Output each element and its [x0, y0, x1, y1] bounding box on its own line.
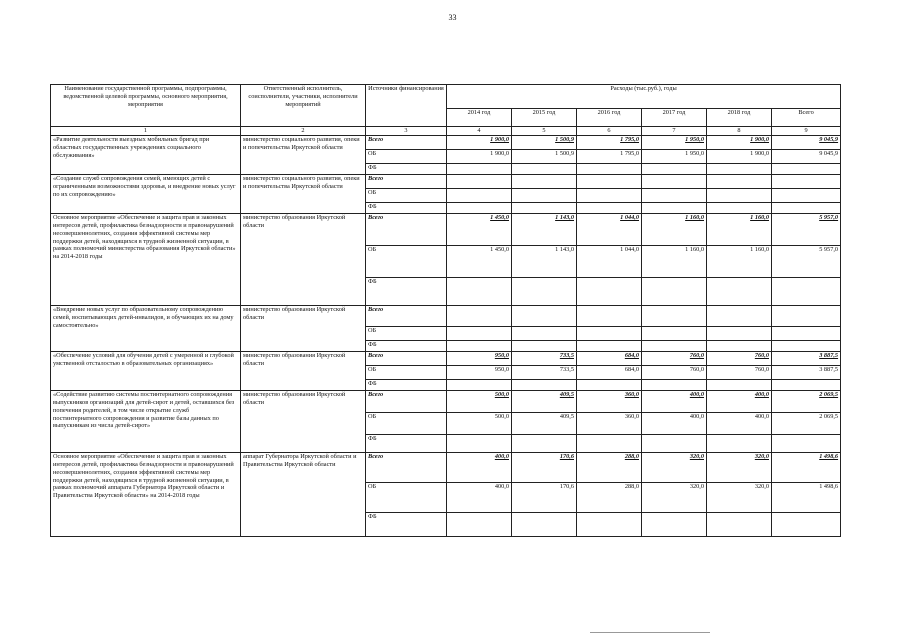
column-number: 8 [707, 127, 772, 136]
value-year [447, 278, 512, 306]
header-year: 2018 год [707, 109, 772, 127]
value-year: 760,0 [642, 366, 707, 380]
value-year: 950,0 [447, 352, 512, 366]
header-year: 2014 год [447, 109, 512, 127]
table-row [51, 175, 841, 189]
header-year: 2015 год [512, 109, 577, 127]
value-year: 733,5 [512, 366, 577, 380]
value-year [577, 435, 642, 453]
funding-source: ФБ [366, 380, 447, 391]
value-year: 320,0 [642, 483, 707, 513]
value-year [642, 435, 707, 453]
funding-source: Всего [366, 453, 447, 483]
funding-source: ФБ [366, 435, 447, 453]
value-year [447, 306, 512, 327]
value-year: 1 160,0 [642, 214, 707, 246]
expenses-table [50, 84, 841, 537]
value-year [642, 306, 707, 327]
value-year [577, 380, 642, 391]
value-total: 1 498,6 [772, 483, 841, 513]
value-year: 1 160,0 [707, 246, 772, 278]
funding-source: ОБ [366, 483, 447, 513]
funding-source: ФБ [366, 278, 447, 306]
value-year: 320,0 [707, 483, 772, 513]
value-year: 1 900,0 [707, 136, 772, 150]
funding-source: Всего [366, 306, 447, 327]
value-year: 1 500,9 [512, 150, 577, 164]
bottom-rule [590, 632, 710, 633]
value-year: 760,0 [707, 352, 772, 366]
value-year [577, 175, 642, 189]
value-year: 400,0 [707, 391, 772, 413]
value-year [577, 341, 642, 352]
value-year: 760,0 [707, 366, 772, 380]
value-year: 360,0 [577, 391, 642, 413]
table-row [51, 136, 841, 150]
measure-name: «Развитие деятельности выездных мобильных бригад при областных государственных учреждениях социального обслуживания» [51, 136, 241, 175]
responsible-executor: министерство образования Иркутской области [241, 214, 366, 306]
value-year: 409,5 [512, 413, 577, 435]
value-year [642, 278, 707, 306]
value-year [447, 175, 512, 189]
value-year [642, 380, 707, 391]
value-total: 2 069,5 [772, 413, 841, 435]
value-year [577, 278, 642, 306]
value-year [447, 513, 512, 537]
value-total [772, 203, 841, 214]
value-year [707, 189, 772, 203]
value-year: 500,0 [447, 413, 512, 435]
funding-source: ФБ [366, 203, 447, 214]
value-year: 1 900,0 [447, 136, 512, 150]
responsible-executor: министерство социального развития, опеки и попечительства Иркутской области [241, 175, 366, 214]
value-year: 1 900,0 [707, 150, 772, 164]
value-year: 288,0 [577, 483, 642, 513]
header-total: Всего [772, 109, 841, 127]
value-year: 320,0 [642, 453, 707, 483]
value-year: 1 143,0 [512, 214, 577, 246]
value-total [772, 435, 841, 453]
column-number: 5 [512, 127, 577, 136]
column-number: 7 [642, 127, 707, 136]
funding-source: ФБ [366, 341, 447, 352]
value-year [447, 203, 512, 214]
value-total [772, 189, 841, 203]
value-year [642, 341, 707, 352]
value-total: 5 957,0 [772, 246, 841, 278]
value-year [642, 175, 707, 189]
value-total: 3 887,5 [772, 352, 841, 366]
value-total: 9 045,9 [772, 150, 841, 164]
value-year: 1 950,0 [642, 150, 707, 164]
value-year: 170,6 [512, 483, 577, 513]
value-year [707, 175, 772, 189]
value-year [707, 164, 772, 175]
funding-source: ФБ [366, 164, 447, 175]
value-year [447, 341, 512, 352]
value-total [772, 278, 841, 306]
value-year [577, 306, 642, 327]
value-year [512, 203, 577, 214]
value-year [642, 203, 707, 214]
value-year: 1 450,0 [447, 214, 512, 246]
value-total: 2 069,5 [772, 391, 841, 413]
table-row [51, 453, 841, 483]
value-year [577, 513, 642, 537]
value-year: 288,0 [577, 453, 642, 483]
value-year [577, 327, 642, 341]
value-year: 400,0 [642, 391, 707, 413]
value-year [642, 513, 707, 537]
value-year [447, 380, 512, 391]
value-year [707, 513, 772, 537]
responsible-executor: министерство образования Иркутской области [241, 306, 366, 352]
funding-source: Всего [366, 175, 447, 189]
header-year: 2017 год [642, 109, 707, 127]
value-year [707, 306, 772, 327]
header-expenses: Расходы (тыс.руб.), годы [447, 85, 841, 109]
funding-source: ОБ [366, 366, 447, 380]
value-year: 1 900,0 [447, 150, 512, 164]
value-total [772, 175, 841, 189]
value-year [512, 327, 577, 341]
value-total [772, 306, 841, 327]
value-total: 1 498,6 [772, 453, 841, 483]
value-year: 360,0 [577, 413, 642, 435]
value-year: 409,5 [512, 391, 577, 413]
value-year: 400,0 [447, 483, 512, 513]
value-year: 1 500,9 [512, 136, 577, 150]
value-year: 950,0 [447, 366, 512, 380]
value-year: 500,0 [447, 391, 512, 413]
column-number: 3 [366, 127, 447, 136]
value-year [707, 327, 772, 341]
value-year [642, 164, 707, 175]
value-year [707, 203, 772, 214]
measure-name: «Создание служб сопровождения семей, имеющих детей с ограниченными возможностями здоровья, и внедрение новых услуг по их сопровождению» [51, 175, 241, 214]
value-year [512, 341, 577, 352]
value-year [512, 435, 577, 453]
table-row [51, 306, 841, 327]
column-number: 1 [51, 127, 241, 136]
value-year: 1 044,0 [577, 246, 642, 278]
value-year [577, 203, 642, 214]
value-year: 1 450,0 [447, 246, 512, 278]
value-year [512, 189, 577, 203]
value-year: 1 160,0 [642, 246, 707, 278]
value-year [512, 513, 577, 537]
value-total [772, 327, 841, 341]
funding-source: ФБ [366, 513, 447, 537]
value-year [447, 435, 512, 453]
value-year [512, 306, 577, 327]
measure-name: Основное мероприятие «Обеспечение и защита прав и законных интересов детей, профилактика безнадзорности и правонарушений несовершеннолетних, создания эффективной системы мер поддержки детей, находящихся в трудной жизненной ситуации, в рамках полномочий аппарата Губернатора Иркутской области и Правительства Иркутской области» на 2014-2018 годы [51, 453, 241, 537]
value-year: 684,0 [577, 352, 642, 366]
value-total: 5 957,0 [772, 214, 841, 246]
value-total: 9 045,9 [772, 136, 841, 150]
value-year [577, 164, 642, 175]
funding-source: Всего [366, 214, 447, 246]
value-year [512, 278, 577, 306]
value-total [772, 380, 841, 391]
value-year [447, 164, 512, 175]
value-year: 684,0 [577, 366, 642, 380]
column-number: 9 [772, 127, 841, 136]
header-source: Источники финансирования [366, 85, 447, 127]
responsible-executor: министерство социального развития, опеки и попечительства Иркутской области [241, 136, 366, 175]
responsible-executor: аппарат Губернатора Иркутской области и Правительства Иркутской области [241, 453, 366, 537]
value-total [772, 164, 841, 175]
value-total [772, 341, 841, 352]
funding-source: Всего [366, 352, 447, 366]
value-year: 1 795,0 [577, 136, 642, 150]
funding-source: ОБ [366, 189, 447, 203]
header-executor: Ответственный исполнитель, соисполнители, участники, исполнители мероприятий [241, 85, 366, 127]
value-year [512, 175, 577, 189]
table-row [51, 391, 841, 413]
value-year: 760,0 [642, 352, 707, 366]
funding-source: ОБ [366, 413, 447, 435]
column-number: 6 [577, 127, 642, 136]
page-number: 33 [448, 13, 457, 22]
header-year: 2016 год [577, 109, 642, 127]
header-name: Наименование государственной программы, подпрограммы, ведомственной целевой программы, основного мероприятия, мероприятия [51, 85, 241, 127]
value-year: 1 950,0 [642, 136, 707, 150]
value-year: 733,5 [512, 352, 577, 366]
value-year [707, 341, 772, 352]
funding-source: Всего [366, 136, 447, 150]
value-year: 1 160,0 [707, 214, 772, 246]
value-year: 400,0 [707, 413, 772, 435]
value-year [707, 435, 772, 453]
measure-name: «Содействие развитию системы постинтернатного сопровождения выпускников организаций для детей-сирот и детей, оставшихся без попечения родителей, в том числе открытие служб постинтернатного сопровождения и развитие базы данных по выпускникам из числа детей-сирот» [51, 391, 241, 453]
value-year [447, 189, 512, 203]
value-year: 400,0 [642, 413, 707, 435]
column-number: 2 [241, 127, 366, 136]
value-year: 1 143,0 [512, 246, 577, 278]
value-year [447, 327, 512, 341]
value-year: 1 044,0 [577, 214, 642, 246]
funding-source: ОБ [366, 246, 447, 278]
table-row [51, 214, 841, 246]
value-year [577, 189, 642, 203]
value-year [707, 380, 772, 391]
measure-name: «Внедрение новых услуг по образовательному сопровождению семей, воспитывающих детей-инвалидов, и обучающих их на дому самостоятельно» [51, 306, 241, 352]
value-year [512, 380, 577, 391]
value-year [642, 327, 707, 341]
responsible-executor: министерство образования Иркутской области [241, 352, 366, 391]
value-year: 170,6 [512, 453, 577, 483]
value-year [512, 164, 577, 175]
value-year: 320,0 [707, 453, 772, 483]
funding-source: ОБ [366, 327, 447, 341]
value-year: 400,0 [447, 453, 512, 483]
measure-name: «Обеспечение условий для обучения детей с умеренной и глубокой умственной отсталостью в образовательных организациях» [51, 352, 241, 391]
funding-source: Всего [366, 391, 447, 413]
responsible-executor: министерство образования Иркутской области [241, 391, 366, 453]
value-year: 1 795,0 [577, 150, 642, 164]
measure-name: Основное мероприятие «Обеспечение и защита прав и законных интересов детей, профилактика безнадзорности и правонарушений несовершеннолетних, создания эффективной системы мер поддержки детей, находящихся в трудной жизненной ситуации, в рамках полномочий министерства образования Иркутской области» на 2014-2018 годы [51, 214, 241, 306]
value-total [772, 513, 841, 537]
column-number: 4 [447, 127, 512, 136]
value-year [707, 278, 772, 306]
value-total: 3 887,5 [772, 366, 841, 380]
table-row [51, 352, 841, 366]
value-year [642, 189, 707, 203]
funding-source: ОБ [366, 150, 447, 164]
